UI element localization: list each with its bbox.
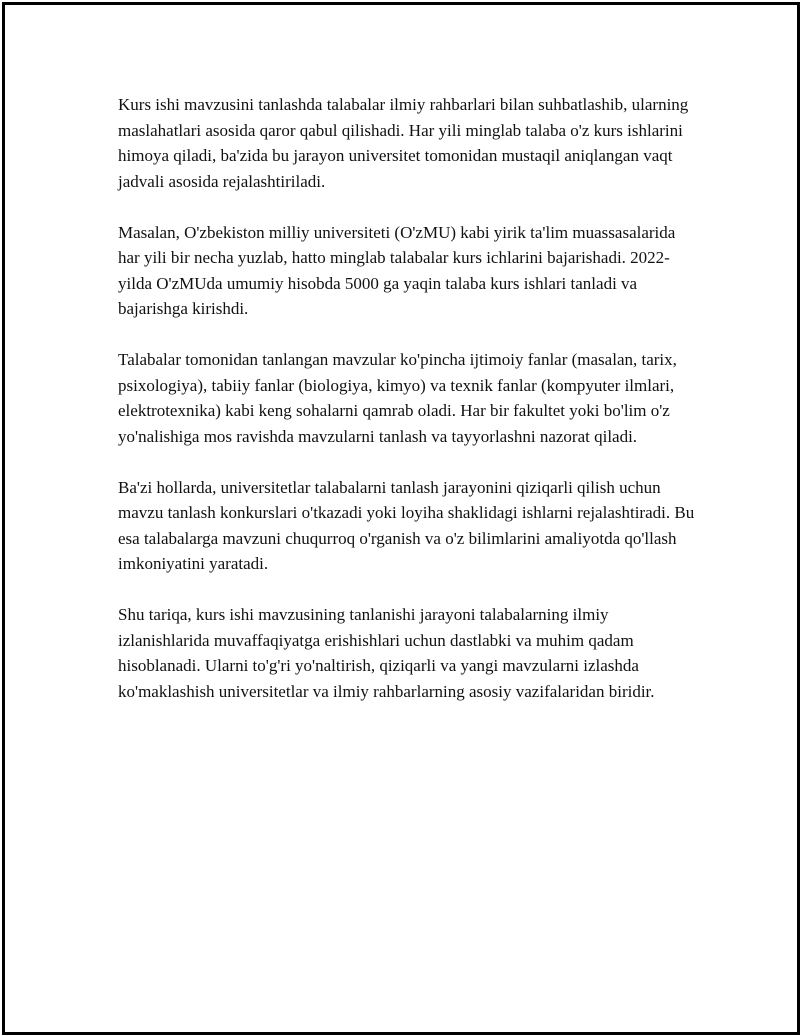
paragraph-3: Talabalar tomonidan tanlangan mavzular ko'pincha ijtimoiy fanlar (masalan, tarix, psixologiya), tabiiy fanlar (biologiya, kimyo) va texnik fanlar (kompyuter ilmlari, elektrotexnika) kabi keng sohalarni qamrab oladi. Har bir fakultet yoki bo'lim o'z yo'nalishiga mos ravishda mavzularni tanlash va tayyorlashni nazorat qiladi. [118, 350, 677, 446]
paragraph-4: Ba'zi hollarda, universitetlar talabalarni tanlash jarayonini qiziqarli qilish uchun mavzu tanlash konkurslari o'tkazadi yoki loyiha shaklidagi ishlarni rejalashtiradi. Bu esa talabalarga mavzuni chuqurroq o'rganish va o'z bilimlarini amaliyotda qo'llash imkoniyatini yaratadi. [118, 477, 695, 573]
document-body [118, 92, 698, 730]
paragraph-1: Kurs ishi mavzusini tanlashda talabalar ilmiy rahbarlari bilan suhbatlashib, ularning maslahatlari asosida qaror qabul qilishadi. Har yili minglab talaba o'z kurs ishlarini himoya qiladi, ba'zida bu jarayon universitet tomonidan mustaqil aniqlangan vaqt jadvali asosida rejalashtiriladi. [118, 95, 689, 191]
paragraph-5: Shu tariqa, kurs ishi mavzusining tanlanishi jarayoni talabalarning ilmiy izlanishlarida muvaffaqiyatga erishishlari uchun dastlabki va muhim qadam hisoblanadi. Ularni to'g'ri yo'naltirish, qiziqarli va yangi mavzularni izlashda ko'maklashish universitetlar va ilmiy rahbarlarning asosiy vazifalaridan biridir. [118, 605, 655, 701]
paragraph-2: Masalan, O'zbekiston milliy universiteti (O'zMU) kabi yirik ta'lim muassasalarida har yili bir necha yuzlab, hatto minglab talabalar kurs ichlarini bajarishadi. 2022-yilda O'zMUda umumiy hisobda 5000 ga yaqin talaba kurs ishlari tanladi va bajarishga kirishdi. [118, 222, 676, 318]
